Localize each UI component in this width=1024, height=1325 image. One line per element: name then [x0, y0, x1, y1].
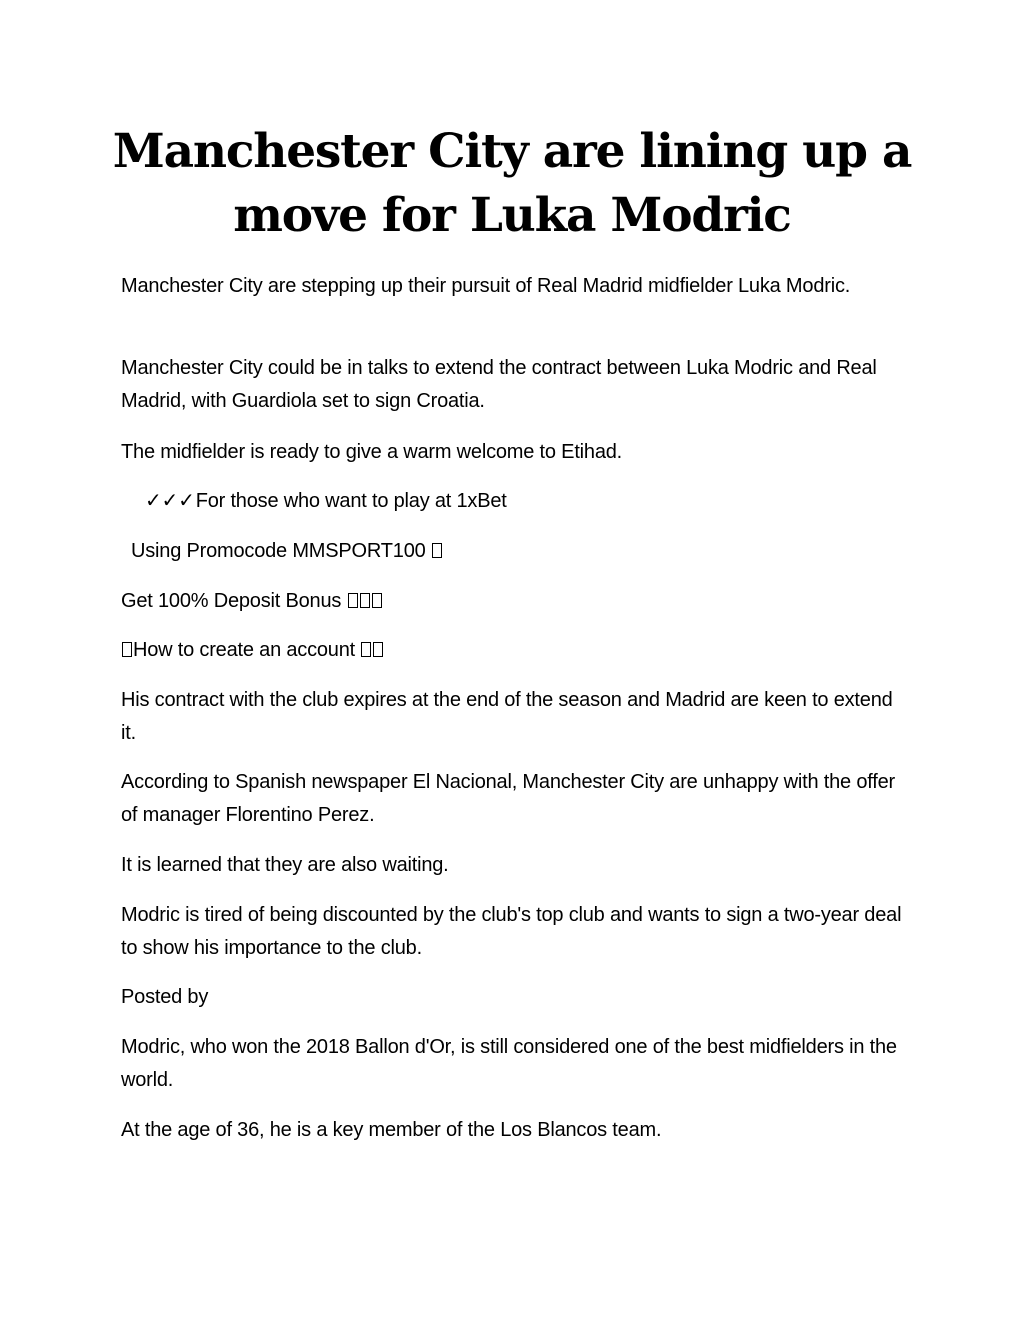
paragraph-10: At the age of 36, he is a key member of the Los Blancos team.: [121, 1119, 662, 1141]
missing-glyph-icon: [361, 642, 371, 657]
promo-line-1-text: For those who want to play at 1xBet: [195, 490, 507, 512]
paragraph-9: Modric, who won the 2018 Ballon d'Or, is still considered one of the best midfielders in the world.: [121, 1036, 897, 1091]
article-title: [100, 120, 924, 248]
promo-line-4: [121, 634, 911, 667]
check-marks-icon: ✓✓✓: [145, 490, 195, 512]
promo-code-text: Using Promocode MMSPORT100: [131, 540, 426, 562]
missing-glyph-icon: [348, 593, 358, 608]
title-line-2: move for Luka Modric: [233, 188, 791, 243]
paragraph-6: It is learned that they are also waiting.: [121, 854, 449, 876]
paragraph-7: Modric is tired of being discounted by the club's top club and wants to sign a two-year deal to show his importance to the club.: [121, 904, 902, 959]
promo-line-2: [131, 535, 921, 568]
missing-glyph-icon: [122, 642, 132, 657]
paragraph-1: Manchester City are stepping up their pursuit of Real Madrid midfielder Luka Modric.: [121, 275, 851, 297]
missing-glyph-icon: [432, 543, 442, 558]
create-account-text: How to create an account: [133, 639, 355, 661]
missing-glyph-icon: [360, 593, 370, 608]
title-line-1: Manchester City are lining up a: [112, 124, 912, 179]
deposit-bonus-text: Get 100% Deposit Bonus: [121, 590, 342, 612]
promo-line-1: [145, 485, 935, 518]
paragraph-3: The midfielder is ready to give a warm welcome to Etihad.: [121, 441, 623, 463]
promo-line-3: [121, 585, 911, 618]
missing-glyph-icon: [373, 642, 383, 657]
paragraph-4: His contract with the club expires at the end of the season and Madrid are keen to extend it.: [121, 689, 893, 744]
paragraph-5: According to Spanish newspaper El Nacional, Manchester City are unhappy with the offer of manager Florentino Perez.: [121, 771, 895, 826]
posted-by: Posted by: [121, 986, 209, 1008]
missing-glyph-icon: [372, 593, 382, 608]
paragraph-2: Manchester City could be in talks to extend the contract between Luka Modric and Real Madrid, with Guardiola set to sign Croatia.: [121, 357, 877, 412]
